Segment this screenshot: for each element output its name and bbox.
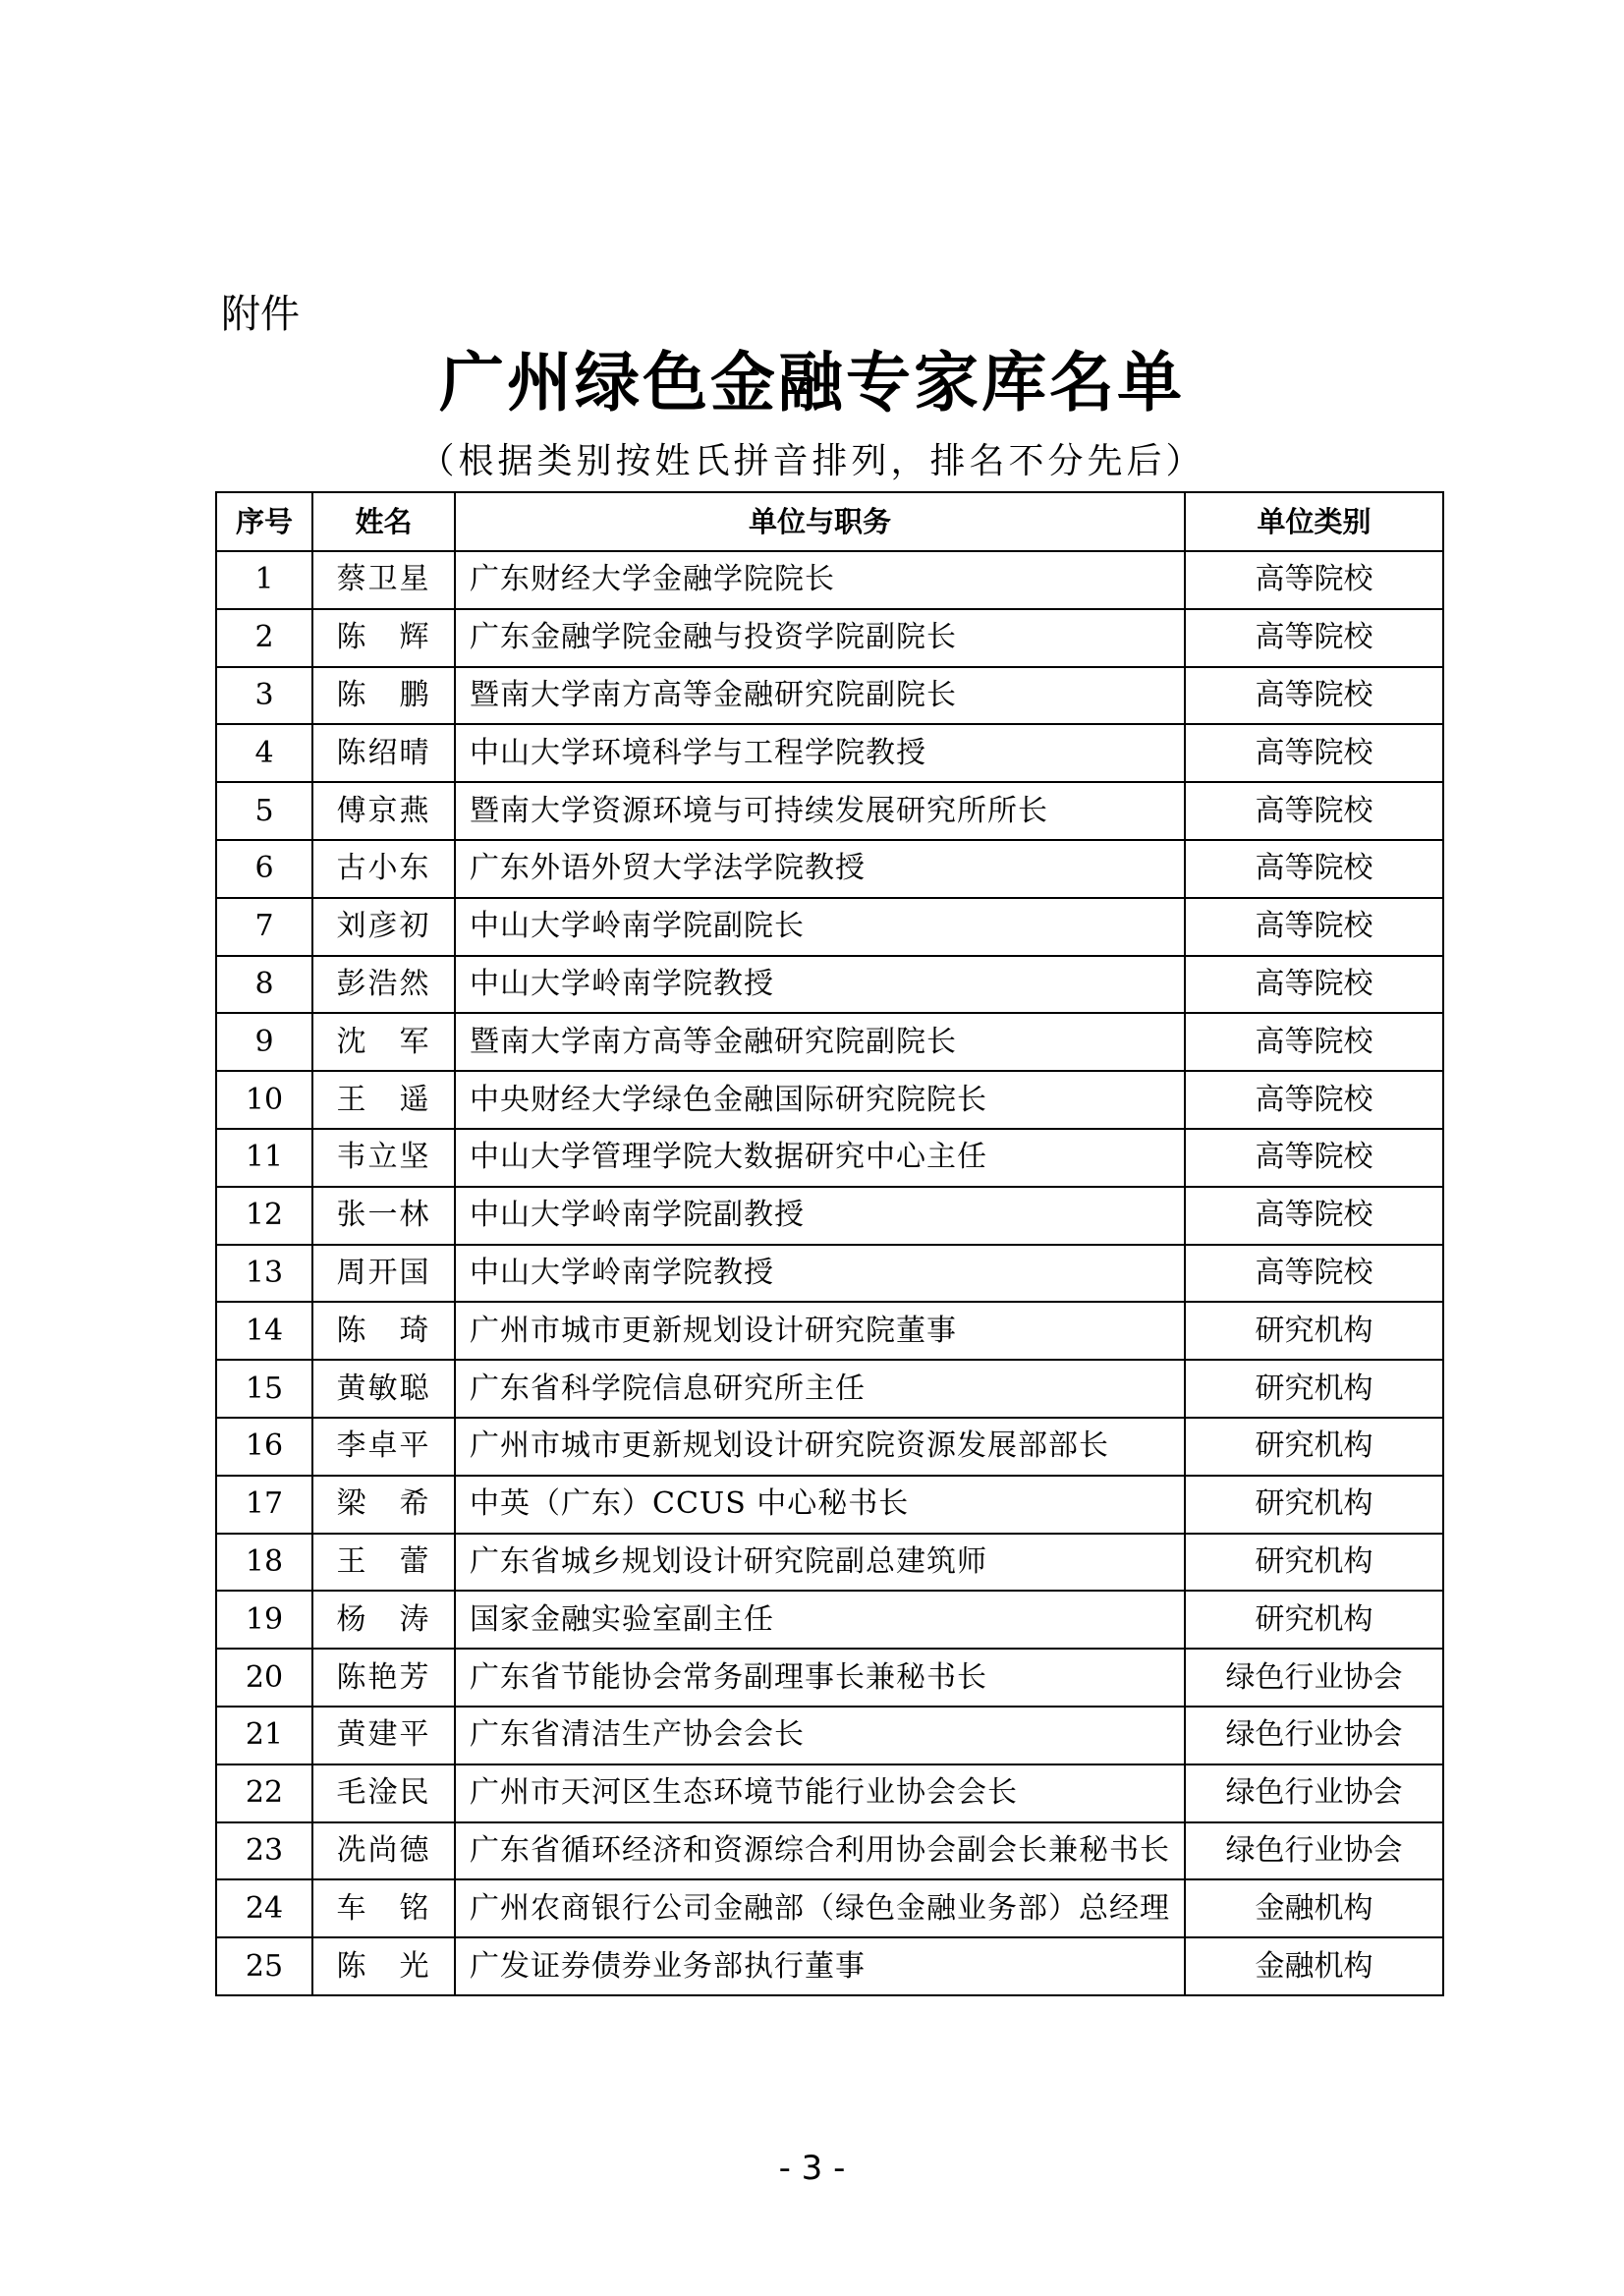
cell-no: 25: [216, 1937, 312, 1995]
table-row: [216, 1707, 1443, 1764]
cell-name: 陈 鹏: [312, 667, 455, 725]
cell-no: 17: [216, 1476, 312, 1534]
table-row: [216, 1649, 1443, 1707]
cell-no: 11: [216, 1129, 312, 1187]
cell-category: 研究机构: [1185, 1476, 1443, 1534]
cell-org: 广东省清洁生产协会会长: [455, 1707, 1185, 1764]
cell-org: 广东省节能协会常务副理事长兼秘书长: [455, 1649, 1185, 1707]
cell-category: 高等院校: [1185, 1187, 1443, 1245]
cell-category: 金融机构: [1185, 1879, 1443, 1937]
cell-name: 张一林: [312, 1187, 455, 1245]
cell-name: 古小东: [312, 840, 455, 898]
cell-org: 广州市天河区生态环境节能行业协会会长: [455, 1764, 1185, 1822]
cell-category: 高等院校: [1185, 609, 1443, 667]
table-row: [216, 1591, 1443, 1649]
header-name: 姓名: [312, 492, 455, 551]
cell-no: 2: [216, 609, 312, 667]
cell-no: 18: [216, 1534, 312, 1592]
cell-org: 广发证券债券业务部执行董事: [455, 1937, 1185, 1995]
cell-org: 广东财经大学金融学院院长: [455, 551, 1185, 609]
cell-name: 王 遥: [312, 1071, 455, 1129]
table-row: [216, 1129, 1443, 1187]
cell-no: 7: [216, 898, 312, 956]
cell-org: 中山大学岭南学院教授: [455, 956, 1185, 1014]
cell-category: 绿色行业协会: [1185, 1764, 1443, 1822]
cell-name: 沈 军: [312, 1013, 455, 1071]
cell-no: 4: [216, 724, 312, 782]
cell-category: 研究机构: [1185, 1591, 1443, 1649]
cell-org: 广州市城市更新规划设计研究院董事: [455, 1302, 1185, 1360]
cell-no: 24: [216, 1879, 312, 1937]
expert-roster-table: [215, 491, 1444, 1996]
table-row: [216, 1187, 1443, 1245]
cell-name: 毛淦民: [312, 1764, 455, 1822]
cell-name: 车 铭: [312, 1879, 455, 1937]
cell-name: 蔡卫星: [312, 551, 455, 609]
table-row: [216, 1764, 1443, 1822]
cell-category: 高等院校: [1185, 1245, 1443, 1303]
cell-category: 绿色行业协会: [1185, 1822, 1443, 1880]
cell-no: 5: [216, 782, 312, 840]
table-row: [216, 667, 1443, 725]
page-number: - 3 -: [778, 2149, 846, 2188]
cell-category: 高等院校: [1185, 782, 1443, 840]
cell-no: 6: [216, 840, 312, 898]
cell-no: 21: [216, 1707, 312, 1764]
cell-org: 广州农商银行公司金融部（绿色金融业务部）总经理: [455, 1879, 1185, 1937]
cell-no: 9: [216, 1013, 312, 1071]
cell-category: 研究机构: [1185, 1302, 1443, 1360]
cell-name: 刘彦初: [312, 898, 455, 956]
cell-org: 暨南大学南方高等金融研究院副院长: [455, 1013, 1185, 1071]
cell-name: 陈 光: [312, 1937, 455, 1995]
cell-org: 暨南大学南方高等金融研究院副院长: [455, 667, 1185, 725]
cell-category: 研究机构: [1185, 1360, 1443, 1418]
cell-org: 中英（广东）CCUS 中心秘书长: [455, 1476, 1185, 1534]
cell-category: 高等院校: [1185, 956, 1443, 1014]
cell-category: 高等院校: [1185, 724, 1443, 782]
table-row: [216, 782, 1443, 840]
table-row: [216, 1879, 1443, 1937]
document-title: 广州绿色金融专家库名单: [439, 345, 1185, 420]
cell-org: 国家金融实验室副主任: [455, 1591, 1185, 1649]
cell-name: 傅京燕: [312, 782, 455, 840]
table-row: [216, 898, 1443, 956]
cell-no: 16: [216, 1418, 312, 1476]
cell-org: 中山大学岭南学院副院长: [455, 898, 1185, 956]
cell-no: 12: [216, 1187, 312, 1245]
cell-no: 22: [216, 1764, 312, 1822]
cell-category: 高等院校: [1185, 667, 1443, 725]
cell-no: 14: [216, 1302, 312, 1360]
cell-org: 广东省循环经济和资源综合利用协会副会长兼秘书长: [455, 1822, 1185, 1880]
cell-name: 陈绍晴: [312, 724, 455, 782]
cell-no: 23: [216, 1822, 312, 1880]
table-row: [216, 724, 1443, 782]
attachment-label: 附件: [221, 292, 300, 337]
header-no: 序号: [216, 492, 312, 551]
header-org: 单位与职务: [455, 492, 1185, 551]
cell-category: 高等院校: [1185, 898, 1443, 956]
cell-name: 陈艳芳: [312, 1649, 455, 1707]
cell-category: 高等院校: [1185, 840, 1443, 898]
cell-org: 广东金融学院金融与投资学院副院长: [455, 609, 1185, 667]
table-row: [216, 551, 1443, 609]
cell-category: 高等院校: [1185, 1071, 1443, 1129]
cell-name: 梁 希: [312, 1476, 455, 1534]
cell-name: 黄建平: [312, 1707, 455, 1764]
cell-category: 高等院校: [1185, 551, 1443, 609]
cell-no: 15: [216, 1360, 312, 1418]
table-row: [216, 609, 1443, 667]
document-subtitle: （根据类别按姓氏拼音排列，排名不分先后）: [419, 441, 1205, 481]
cell-no: 10: [216, 1071, 312, 1129]
cell-org: 广东省科学院信息研究所主任: [455, 1360, 1185, 1418]
table-row: [216, 1476, 1443, 1534]
cell-category: 高等院校: [1185, 1129, 1443, 1187]
cell-no: 13: [216, 1245, 312, 1303]
cell-category: 绿色行业协会: [1185, 1649, 1443, 1707]
cell-name: 冼尚德: [312, 1822, 455, 1880]
cell-org: 暨南大学资源环境与可持续发展研究所所长: [455, 782, 1185, 840]
table-row: [216, 1360, 1443, 1418]
cell-no: 1: [216, 551, 312, 609]
header-category: 单位类别: [1185, 492, 1443, 551]
cell-no: 3: [216, 667, 312, 725]
cell-category: 研究机构: [1185, 1534, 1443, 1592]
table-row: [216, 1302, 1443, 1360]
cell-category: 高等院校: [1185, 1013, 1443, 1071]
cell-category: 金融机构: [1185, 1937, 1443, 1995]
cell-org: 广东外语外贸大学法学院教授: [455, 840, 1185, 898]
table-header-row: [216, 492, 1443, 551]
cell-org: 中央财经大学绿色金融国际研究院院长: [455, 1071, 1185, 1129]
cell-name: 杨 涛: [312, 1591, 455, 1649]
table-row: [216, 840, 1443, 898]
cell-name: 韦立坚: [312, 1129, 455, 1187]
table-row: [216, 1822, 1443, 1880]
cell-name: 陈 琦: [312, 1302, 455, 1360]
cell-org: 广东省城乡规划设计研究院副总建筑师: [455, 1534, 1185, 1592]
table-row: [216, 1534, 1443, 1592]
cell-name: 彭浩然: [312, 956, 455, 1014]
cell-name: 王 蕾: [312, 1534, 455, 1592]
table-row: [216, 1937, 1443, 1995]
cell-category: 绿色行业协会: [1185, 1707, 1443, 1764]
cell-org: 中山大学管理学院大数据研究中心主任: [455, 1129, 1185, 1187]
cell-no: 20: [216, 1649, 312, 1707]
cell-name: 黄敏聪: [312, 1360, 455, 1418]
table-row: [216, 956, 1443, 1014]
cell-no: 8: [216, 956, 312, 1014]
cell-org: 广州市城市更新规划设计研究院资源发展部部长: [455, 1418, 1185, 1476]
cell-name: 李卓平: [312, 1418, 455, 1476]
table-row: [216, 1245, 1443, 1303]
cell-org: 中山大学岭南学院副教授: [455, 1187, 1185, 1245]
table-row: [216, 1071, 1443, 1129]
cell-name: 周开国: [312, 1245, 455, 1303]
cell-org: 中山大学环境科学与工程学院教授: [455, 724, 1185, 782]
cell-name: 陈 辉: [312, 609, 455, 667]
table-row: [216, 1418, 1443, 1476]
table-row: [216, 1013, 1443, 1071]
cell-category: 研究机构: [1185, 1418, 1443, 1476]
table-body: [216, 551, 1443, 1995]
cell-org: 中山大学岭南学院教授: [455, 1245, 1185, 1303]
cell-no: 19: [216, 1591, 312, 1649]
